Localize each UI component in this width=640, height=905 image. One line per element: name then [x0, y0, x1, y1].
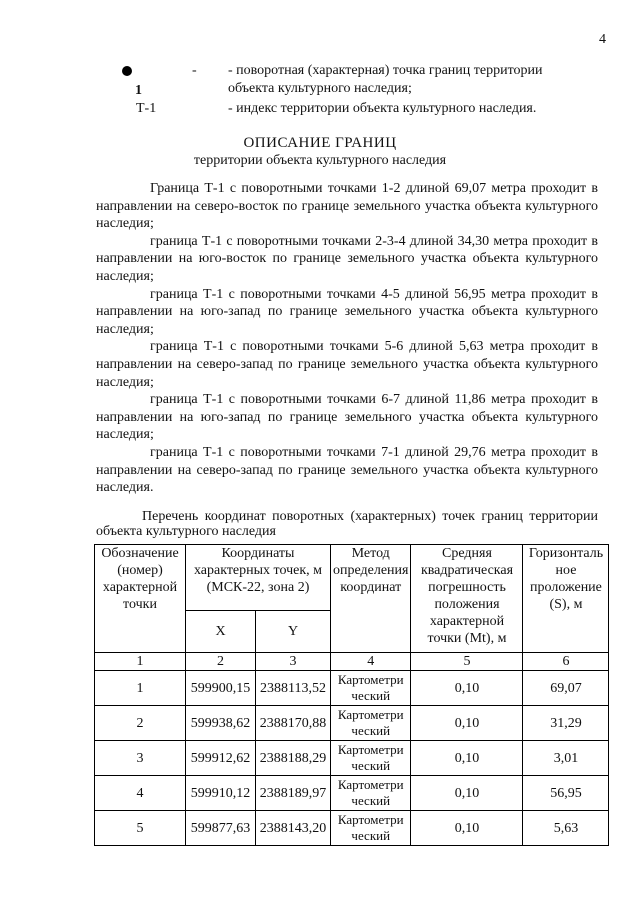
table-row: [95, 741, 609, 776]
horizontal-cell: 3,01: [523, 741, 609, 776]
legend-index-symbol: Т-1: [136, 101, 157, 116]
column-number: 3: [256, 653, 331, 671]
point-number-symbol: 1: [135, 83, 142, 98]
method-cell: Картометри ческий: [331, 811, 411, 846]
x-coordinate-cell: 599900,15: [186, 671, 256, 706]
column-number: 1: [95, 653, 186, 671]
header-error: Средняя квадратическая погрешность положения характерной точки (Mt), м: [411, 545, 523, 653]
legend-dash: -: [192, 63, 197, 78]
legend-index-text: - индекс территории объекта культурного наследия.: [228, 101, 537, 116]
section-heading: [0, 134, 640, 169]
legend-point-row: [118, 62, 588, 100]
error-cell: 0,10: [411, 741, 523, 776]
boundary-description: [96, 180, 598, 497]
table-row: [95, 776, 609, 811]
legend-point-symbol: [118, 62, 228, 100]
method-cell: Картометри ческий: [331, 776, 411, 811]
point-number-cell: 1: [95, 671, 186, 706]
description-paragraph: граница Т-1 с поворотными точками 2-3-4 длиной 34,30 метра проходит в направлении на юго-восток по границе земельного участка объекта культурного наследия;: [96, 233, 598, 284]
y-coordinate-cell: 2388170,88: [256, 706, 331, 741]
description-paragraph: граница Т-1 с поворотными точками 7-1 длиной 29,76 метра проходит в направлении на северо-запад по границе земельного участка объекта культурного наследия.: [96, 444, 598, 496]
legend: [118, 62, 588, 118]
header-y: Y: [256, 611, 331, 653]
page-number: 4: [599, 32, 606, 47]
table-row: [95, 706, 609, 741]
description-paragraph: граница Т-1 с поворотными точками 5-6 длиной 5,63 метра проходит в направлении на северо-запад по границе земельного участка объекта культурного наследия;: [96, 339, 598, 390]
y-coordinate-cell: 2388188,29: [256, 741, 331, 776]
table-row: [95, 671, 609, 706]
x-coordinate-cell: 599877,63: [186, 811, 256, 846]
header-method: Метод определения координат: [331, 545, 411, 653]
horizontal-cell: 56,95: [523, 776, 609, 811]
x-coordinate-cell: 599938,62: [186, 706, 256, 741]
method-cell: Картометри ческий: [331, 706, 411, 741]
point-number-cell: 5: [95, 811, 186, 846]
x-coordinate-cell: 599912,62: [186, 741, 256, 776]
header-horizontal: Горизонталь ное проложение (S), м: [523, 545, 609, 653]
legend-point-text: - поворотная (характерная) точка границ территории объекта культурного наследия;: [228, 63, 543, 96]
section-subtitle: территории объекта культурного наследия: [193, 153, 447, 168]
point-number-cell: 2: [95, 706, 186, 741]
point-number-cell: 4: [95, 776, 186, 811]
horizontal-cell: 31,29: [523, 706, 609, 741]
header-x: X: [186, 611, 256, 653]
bullet-dot-icon: [122, 66, 132, 76]
column-number: 5: [411, 653, 523, 671]
column-number: 6: [523, 653, 609, 671]
horizontal-cell: 5,63: [523, 811, 609, 846]
coordinates-table: [94, 544, 609, 846]
error-cell: 0,10: [411, 811, 523, 846]
table-header-row: [95, 545, 609, 611]
coordinates-list-intro: Перечень координат поворотных (характерных) точек границ территории объекта культурного наследия: [96, 509, 598, 539]
description-paragraph: граница Т-1 с поворотными точками 4-5 длиной 56,95 метра проходит в направлении на юго-запад по границе земельного участка объекта культурного наследия;: [96, 286, 598, 337]
column-number: 4: [331, 653, 411, 671]
description-paragraph: граница Т-1 с поворотными точками 6-7 длиной 11,86 метра проходит в направлении на юго-запад по границе земельного участка объекта культурного наследия;: [96, 392, 598, 443]
point-marker: [118, 62, 142, 100]
header-designation: Обозначение (номер) характерной точки: [95, 545, 186, 653]
y-coordinate-cell: 2388189,97: [256, 776, 331, 811]
description-paragraph: Граница Т-1 с поворотными точками 1-2 длиной 69,07 метра проходит в направлении на северо-восток по границе земельного участка объекта культурного наследия;: [96, 181, 598, 232]
column-number: 2: [186, 653, 256, 671]
legend-index-row: [118, 100, 588, 118]
error-cell: 0,10: [411, 671, 523, 706]
header-coordinates: Координаты характерных точек, м (МСК-22, зона 2): [186, 545, 331, 611]
table-column-number-row: [95, 653, 609, 671]
point-number-cell: 3: [95, 741, 186, 776]
error-cell: 0,10: [411, 776, 523, 811]
y-coordinate-cell: 2388113,52: [256, 671, 331, 706]
x-coordinate-cell: 599910,12: [186, 776, 256, 811]
horizontal-cell: 69,07: [523, 671, 609, 706]
method-cell: Картометри ческий: [331, 671, 411, 706]
table-row: [95, 811, 609, 846]
section-title: ОПИСАНИЕ ГРАНИЦ: [243, 135, 397, 151]
y-coordinate-cell: 2388143,20: [256, 811, 331, 846]
error-cell: 0,10: [411, 706, 523, 741]
legend-index-symbol-cell: [118, 100, 228, 118]
method-cell: Картометри ческий: [331, 741, 411, 776]
